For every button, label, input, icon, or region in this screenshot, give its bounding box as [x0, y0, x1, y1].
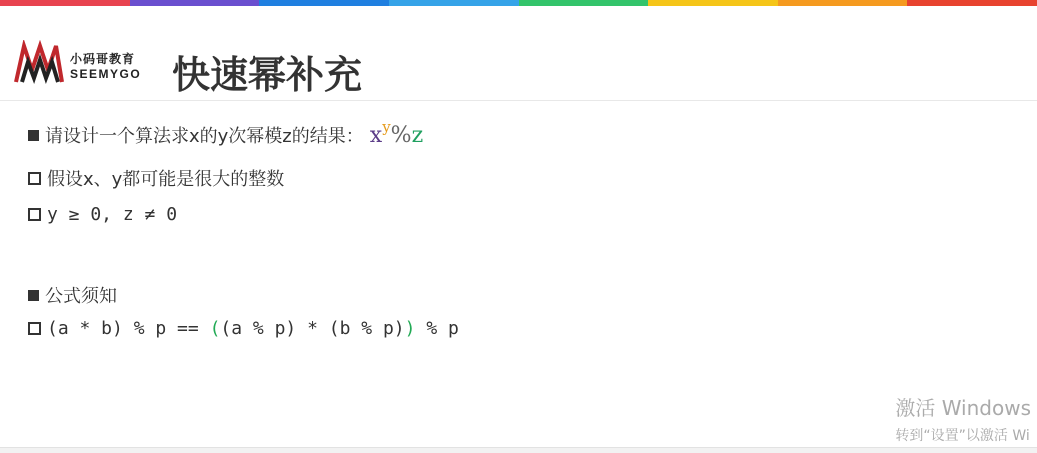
slide-header: [0, 6, 1037, 101]
hollow-square-bullet-icon: [28, 322, 41, 335]
logo-en-text: SEEMYGO: [70, 67, 142, 81]
hollow-square-bullet-icon: [28, 208, 41, 221]
formula-z: z: [411, 122, 424, 148]
identity-paren-close: ): [404, 318, 416, 339]
windows-activation-watermark: [895, 392, 1031, 445]
content-line-2: [28, 165, 284, 191]
constraint-text: y ≥ 0, z ≠ 0: [47, 204, 178, 225]
mod-identity: [47, 318, 459, 339]
content-line-1: [28, 117, 424, 148]
formula-exponent: y: [382, 117, 391, 136]
identity-left: (a * b) % p ==: [47, 318, 210, 339]
identity-right: % p: [415, 318, 459, 339]
formula-heading: 公式须知: [45, 286, 117, 307]
content-line-5: [28, 318, 459, 339]
filled-square-bullet-icon: [28, 290, 39, 301]
watermark-title: 激活 Windows: [895, 396, 1031, 420]
assumption-text: 假设x、y都可能是很大的整数: [47, 169, 285, 190]
content-line-4: [28, 282, 117, 308]
hollow-square-bullet-icon: [28, 172, 41, 185]
power-mod-formula: [369, 117, 424, 148]
question-text: 请设计一个算法求x的y次幂模z的结果：: [45, 126, 364, 147]
formula-mod: %: [390, 122, 412, 148]
logo-cn-text: 小码哥教育: [70, 52, 136, 66]
formula-base: x: [369, 122, 383, 148]
identity-paren-open: (: [209, 318, 221, 339]
identity-middle: (a % p) * (b % p): [220, 318, 405, 339]
content-line-3: [28, 204, 177, 225]
logo: [14, 40, 154, 86]
logo-mark-icon: [14, 40, 68, 86]
page-title: 快速幂补充: [172, 53, 363, 97]
watermark-subtitle: 转到“设置”以激活 Wi: [895, 428, 1030, 444]
filled-square-bullet-icon: [28, 130, 39, 141]
bottom-strip: [0, 447, 1037, 453]
